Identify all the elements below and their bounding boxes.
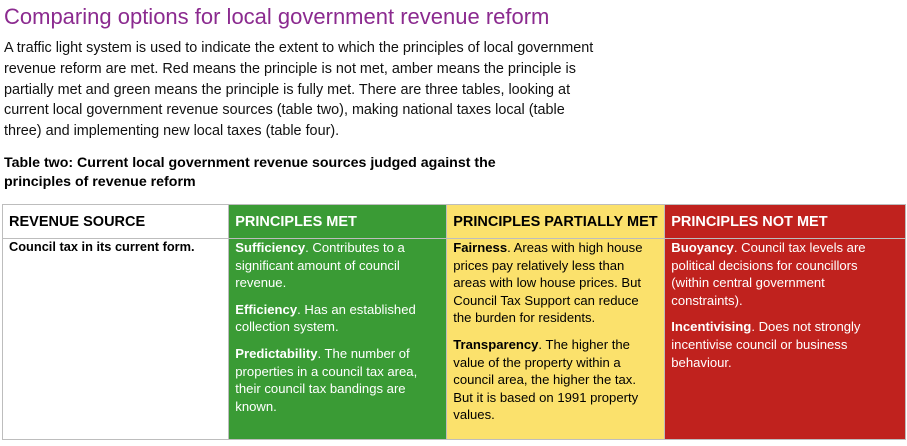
principle-item bbox=[453, 336, 658, 424]
cell-principles-not-met bbox=[665, 239, 906, 440]
principle-item bbox=[235, 301, 440, 336]
cell-principles-partially-met bbox=[447, 239, 665, 440]
principle-term: Transparency bbox=[453, 336, 539, 352]
header-principles-not-met: PRINCIPLES NOT MET bbox=[665, 205, 906, 239]
principle-item bbox=[453, 239, 658, 327]
principle-text: . Areas with high house prices pay relatively less than areas with low house prices. But Council Tax Support can reduce the burden for residents. bbox=[453, 240, 643, 326]
table-caption: Table two: Current local government revenue sources judged against the principles of revenue reform bbox=[4, 155, 496, 190]
principle-text: . Council tax levels are political decisions for councillors (within central government constraints). bbox=[671, 240, 866, 308]
principle-item bbox=[235, 239, 440, 292]
principle-term: Fairness bbox=[453, 240, 508, 255]
page-title: Comparing options for local government revenue reform bbox=[4, 4, 550, 29]
header-revenue-source: REVENUE SOURCE bbox=[3, 205, 229, 239]
cell-revenue-source: Council tax in its current form. bbox=[3, 239, 229, 440]
principle-item bbox=[671, 239, 899, 309]
principle-text: . The number of properties in a council tax area, their council tax bandings are known. bbox=[235, 345, 418, 414]
principle-text: . Does not strongly incentivise council or business behaviour. bbox=[671, 319, 861, 370]
principle-text: . Has an established collection system. bbox=[235, 301, 416, 335]
principle-text: . The higher the value of the property within a council area, the higher the tax. But it is based on 1991 property values. bbox=[453, 336, 639, 423]
principle-term: Sufficiency bbox=[235, 240, 306, 255]
table-row bbox=[3, 239, 906, 440]
principle-text: . Contributes to a significant amount of council revenue. bbox=[235, 240, 405, 291]
table-header-row bbox=[3, 205, 906, 239]
intro-paragraph: A traffic light system is used to indicate the extent to which the principles of local government revenue reform are met. Red means the principle is not met, amber means the principle is partially met and green means the principle is fully met. There are three tables, looking at current local government revenue sources (table two), making national taxes local (table three) and implementing new local taxes (table four). bbox=[4, 40, 594, 140]
header-principles-partially-met: PRINCIPLES PARTIALLY MET bbox=[447, 205, 665, 239]
revenue-principles-table bbox=[2, 204, 906, 440]
principle-term: Efficiency bbox=[235, 301, 298, 317]
principle-term: Predictability bbox=[235, 345, 318, 361]
principle-term: Buoyancy bbox=[671, 240, 734, 255]
principle-item bbox=[235, 345, 440, 415]
header-principles-met: PRINCIPLES MET bbox=[229, 205, 447, 239]
cell-principles-met bbox=[229, 239, 447, 440]
principle-term: Incentivising bbox=[671, 319, 752, 335]
principle-item bbox=[671, 318, 899, 371]
